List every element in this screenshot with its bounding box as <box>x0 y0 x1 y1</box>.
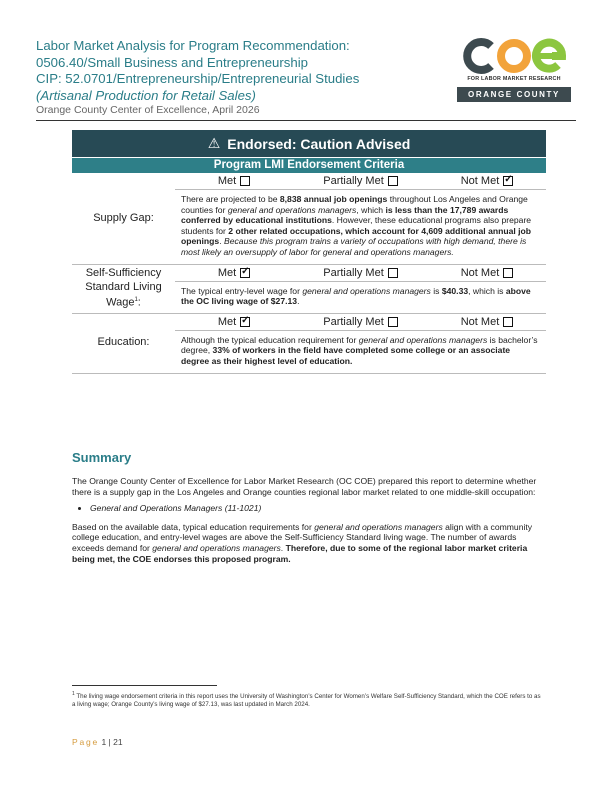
criteria-label: Self-Sufficiency Standard Living Wage$^1$: <box>85 267 162 309</box>
option-not-met: Not Met <box>428 316 546 328</box>
criteria-label: Supply Gap: <box>93 211 154 224</box>
option-met: Met <box>175 175 293 187</box>
coe-logo <box>456 38 572 104</box>
summary-paragraph: The Orange County Center of Excellence for Labor Market Research (OC COE) prepared this report to determine whether there is a supply gap in the Los Angeles and Orange counties regional labor market related to one middle-skill occupation: <box>72 476 537 497</box>
criteria-row-supply-gap <box>72 173 546 265</box>
logo-tagline: FOR LABOR MARKET RESEARCH <box>467 76 561 82</box>
list-item: • General and Operations Managers (11-1021) <box>90 503 542 514</box>
check-options <box>175 314 546 331</box>
option-partially-met: Partially Met <box>293 267 428 279</box>
report-header <box>36 38 576 120</box>
criteria-description: There are projected to be 8,838 annual job openings throughout Los Angeles and Orange counties for general and operations managers, which is less than the 17,789 awards conferred by educational institutions. However, these educational programs also prepare students for 2 other related occupations, which account for 4,609 additional annual job openings. Because this program trains a variety of occupations with high demand, there is most likely an oversupply of labor for general and operations managers. <box>181 194 532 257</box>
summary-body <box>72 476 542 570</box>
checkbox-icon <box>388 268 398 278</box>
option-partially-met: Partially Met <box>293 175 428 187</box>
warning-icon: ⚠ <box>207 135 221 151</box>
criteria-row-education <box>72 314 546 374</box>
option-not-met: Not Met <box>428 267 546 279</box>
endorsement-banner <box>72 130 546 157</box>
checkbox-icon <box>388 176 398 186</box>
endorsement-status: Endorsed: Caution Advised <box>227 135 411 152</box>
summary-paragraph: Based on the available data, typical education requirements for general and operations managers align with a community college education, and entry-level wages are above the Self-Sufficiency Standard living wage. The number of awards exceeds demand for general and operations managers. Therefore, due to some of the regional labor market criteria being met, the COE endorses this proposed program. <box>72 521 533 564</box>
title-line-1: Labor Market Analysis for Program Recommendation: <box>36 38 350 53</box>
checked-box-icon <box>240 317 250 327</box>
footnote-divider <box>72 685 217 686</box>
option-not-met: Not Met ✓ <box>428 175 546 187</box>
checked-box-icon <box>503 176 513 186</box>
occupation-list <box>90 503 542 514</box>
title-line-3: CIP: 52.0701/Entrepreneurship/Entrepreneurial Studies <box>36 71 360 87</box>
option-met: Met ✓ <box>175 267 293 279</box>
coe-logo-mark <box>456 38 572 74</box>
check-options <box>175 265 546 282</box>
checkbox-icon <box>503 268 513 278</box>
page-number: Page 1 | 21 <box>72 737 123 747</box>
title-line-2: 0506.40/Small Business and Entrepreneurship <box>36 54 308 70</box>
footnote: $^1$ The living wage endorsement criteria in this report uses the University of Washington’s Center for Women’s Welfare Self-Sufficiency Standard, which the COE refers to as a living wage; Orange County’s living wage of $27.13, was last updated in March 2024. <box>72 691 541 709</box>
criteria-description: The typical entry-level wage for general and operations managers is $40.33, which is above the OC living wage of $27.13. <box>181 285 531 307</box>
checkbox-icon <box>503 317 513 327</box>
checkbox-icon <box>388 317 398 327</box>
criteria-row-living-wage <box>72 265 546 314</box>
summary-heading: Summary <box>72 450 132 465</box>
option-met: Met ✓ <box>175 316 293 328</box>
checkbox-icon <box>240 176 250 186</box>
title-line-4: (Artisanal Production for Retail Sales) <box>36 87 256 103</box>
logo-region: ORANGE COUNTY <box>457 87 571 102</box>
criteria-heading: Program LMI Endorsement Criteria <box>72 158 546 173</box>
endorsement-table <box>72 130 546 374</box>
check-options <box>175 173 546 190</box>
report-subtitle: Orange County Center of Excellence, April 2026 <box>36 104 260 117</box>
footnote-ref: 1 <box>134 297 138 304</box>
criteria-label: Education: <box>97 336 150 349</box>
report-title <box>36 38 436 117</box>
option-partially-met: Partially Met <box>293 316 428 328</box>
criteria-description: Although the typical education requirement for general and operations managers is bachelor’s degree, 33% of workers in the field have completed some college or an associate degree as their highest level of education. <box>181 334 538 366</box>
header-divider <box>36 120 576 121</box>
checked-box-icon <box>240 268 250 278</box>
